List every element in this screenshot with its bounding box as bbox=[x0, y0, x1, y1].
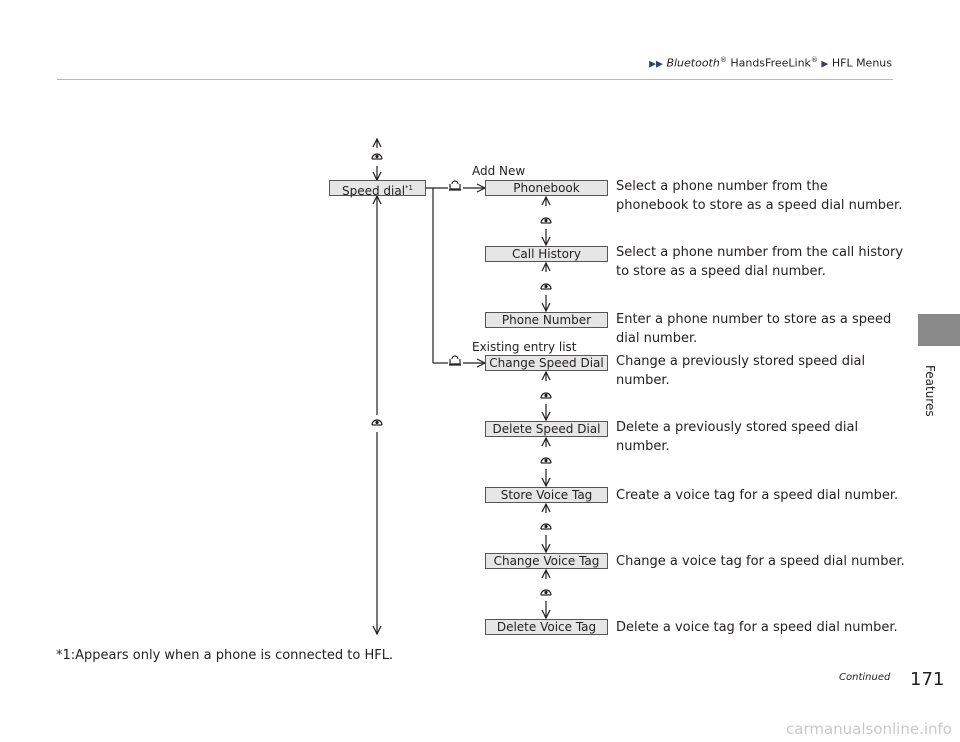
desc-change-speed-dial bbox=[616, 352, 865, 390]
menu-item-call-history: Call History bbox=[485, 246, 608, 262]
desc-line: number. bbox=[616, 439, 670, 454]
desc-line: Select a phone number from the bbox=[616, 179, 828, 194]
desc-call-history bbox=[616, 243, 903, 281]
desc-line: phonebook to store as a speed dial number. bbox=[616, 198, 903, 213]
menu-item-phonebook: Phonebook bbox=[485, 180, 608, 196]
desc-line: to store as a speed dial number. bbox=[616, 264, 826, 279]
menu-item-phone-number: Phone Number bbox=[485, 312, 608, 328]
breadcrumb-arrow-icon: ▶ bbox=[821, 59, 829, 70]
registered-mark: ® bbox=[719, 56, 727, 64]
page-number: 171 bbox=[910, 669, 945, 690]
desc-store-voice-tag bbox=[616, 486, 898, 505]
breadcrumb-arrow-icon: ▶▶ bbox=[649, 59, 663, 70]
desc-line: Create a voice tag for a speed dial number. bbox=[616, 488, 899, 503]
speed-dial-menu bbox=[329, 180, 426, 196]
desc-line: number. bbox=[616, 373, 670, 388]
menu-item-delete-voice-tag: Delete Voice Tag bbox=[485, 619, 608, 635]
footnote-mark: *1 bbox=[405, 184, 414, 192]
desc-line: dial number. bbox=[616, 331, 698, 346]
desc-delete-speed-dial bbox=[616, 418, 858, 456]
add-new-label: Add New bbox=[472, 164, 526, 178]
existing-entry-list-label: Existing entry list bbox=[472, 340, 577, 354]
breadcrumb-bluetooth: Bluetooth bbox=[666, 56, 720, 70]
registered-mark: ® bbox=[810, 56, 818, 64]
watermark: carmanualsonline.info bbox=[786, 720, 952, 738]
section-label: Features bbox=[923, 365, 937, 417]
desc-phone-number bbox=[616, 310, 891, 348]
desc-line: Delete a voice tag for a speed dial number. bbox=[616, 620, 898, 635]
desc-line: Enter a phone number to store as a speed bbox=[616, 312, 892, 327]
menu-item-store-voice-tag: Store Voice Tag bbox=[485, 487, 608, 503]
breadcrumb-hfl-menus: HFL Menus bbox=[831, 56, 892, 70]
desc-line: Select a phone number from the call history bbox=[616, 245, 904, 260]
menu-item-change-speed-dial: Change Speed Dial bbox=[485, 355, 608, 371]
selector-knob-icon bbox=[372, 420, 382, 425]
selector-knob-icon bbox=[372, 154, 382, 159]
desc-line: Change a previously stored speed dial bbox=[616, 354, 866, 369]
desc-change-voice-tag bbox=[616, 552, 905, 571]
continued-label: Continued bbox=[839, 672, 891, 683]
enter-press-icon bbox=[449, 356, 461, 365]
desc-phonebook bbox=[616, 177, 902, 215]
menu-item-delete-speed-dial: Delete Speed Dial bbox=[485, 421, 608, 437]
desc-line: Change a voice tag for a speed dial number. bbox=[616, 554, 905, 569]
enter-press-icon bbox=[449, 181, 461, 190]
desc-delete-voice-tag bbox=[616, 618, 898, 637]
speed-dial-label: Speed dial bbox=[341, 184, 406, 198]
menu-item-change-voice-tag: Change Voice Tag bbox=[485, 553, 608, 569]
desc-line: Delete a previously stored speed dial bbox=[616, 420, 859, 435]
breadcrumb-hfl: HandsFreeLink bbox=[726, 56, 811, 70]
footnote: *1:Appears only when a phone is connected to HFL. bbox=[56, 648, 394, 663]
